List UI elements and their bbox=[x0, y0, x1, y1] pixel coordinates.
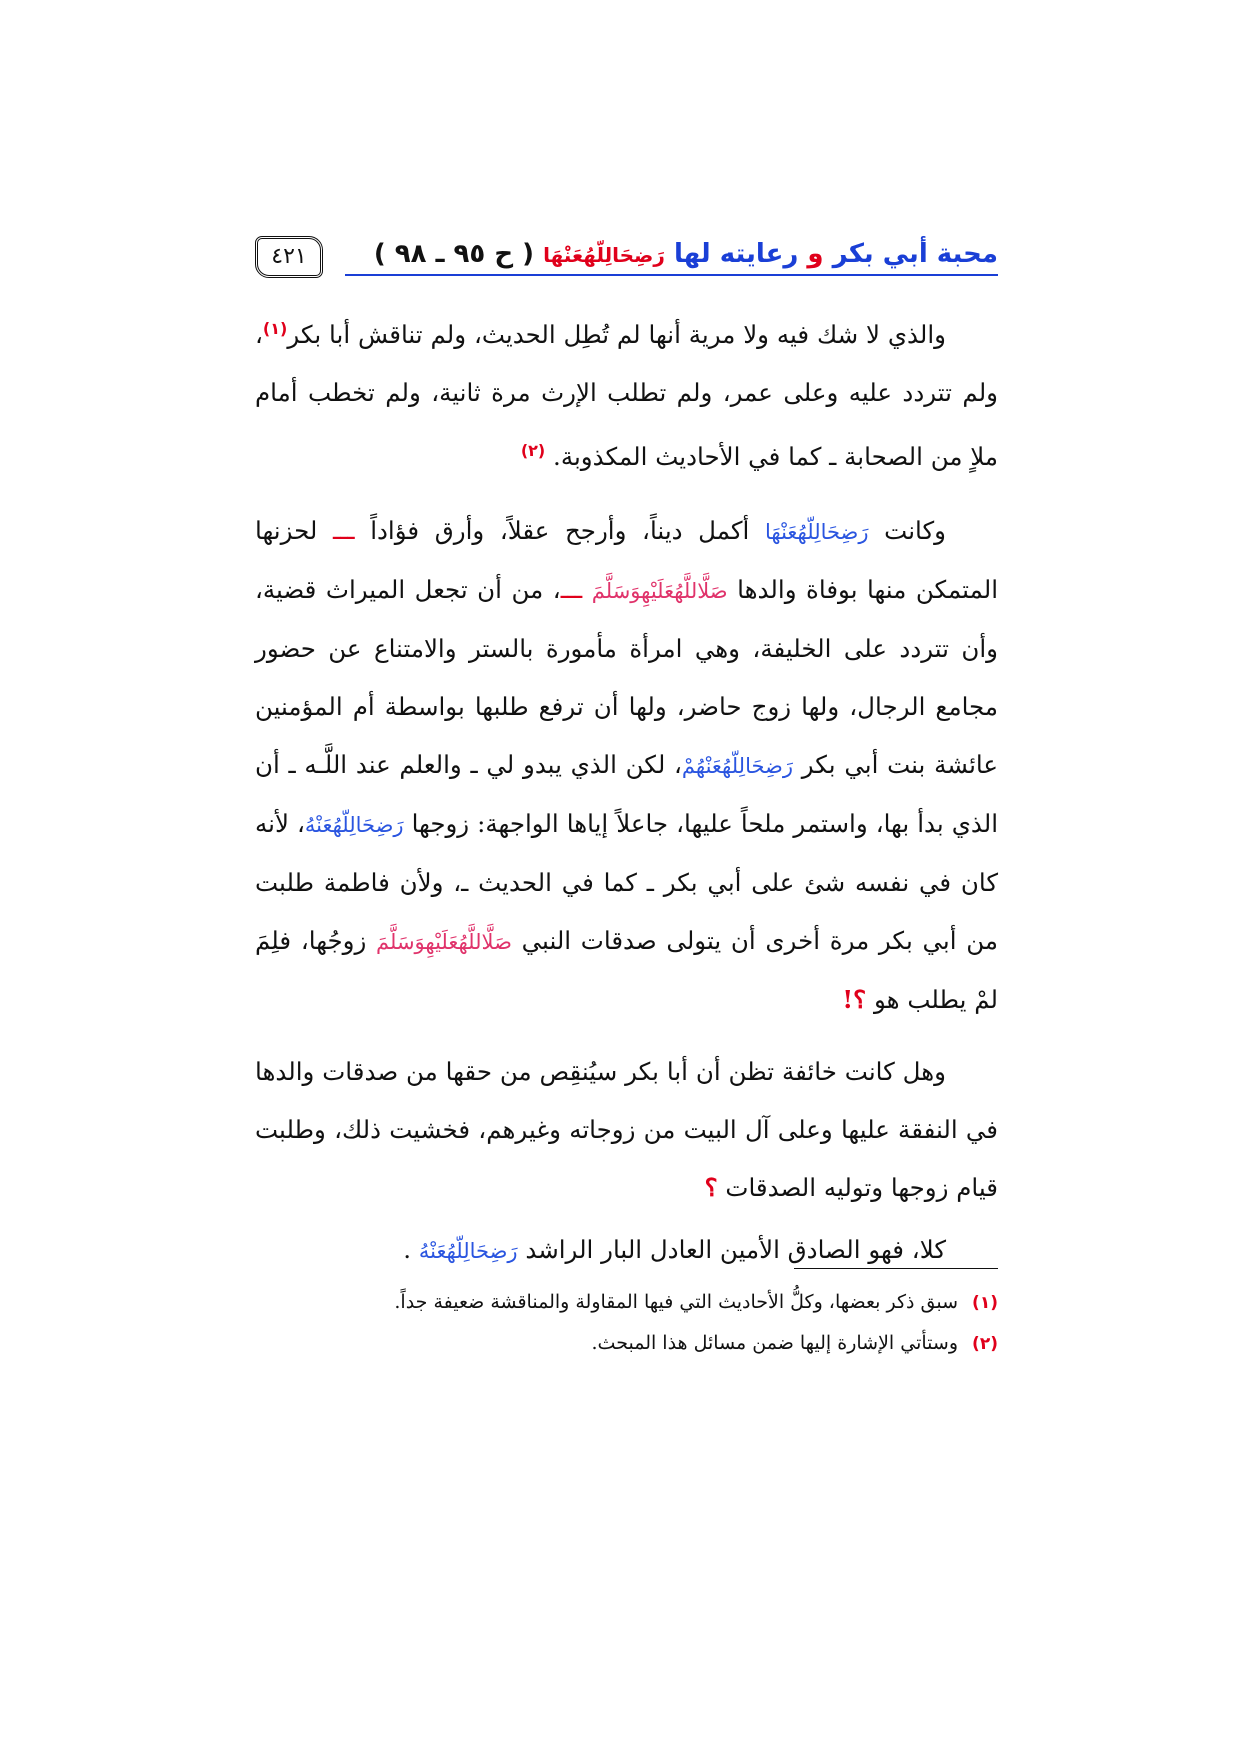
main-text bbox=[255, 300, 998, 1280]
honorific: صَلَّاللَّهُعَلَيْهِوَسَلَّمَ bbox=[376, 930, 512, 955]
paragraph-1 bbox=[255, 300, 998, 486]
text-run: ، ولم تتردد عليه وعلى عمر، ولم تطلب الإرث مرة ثانية، ولم تخطب أمام ملاٍ من الصحابة ـ كما في الأحاديث المكذوبة. bbox=[255, 320, 998, 472]
footnote-number: (٢) bbox=[972, 1334, 998, 1354]
header-title-conjunction: و bbox=[807, 239, 824, 269]
footnote-ref-1[interactable]: (١) bbox=[262, 319, 288, 338]
page-number: ٤٢١ bbox=[255, 236, 323, 278]
text-run: ، لأنه كان في نفسه شئ على أبي بكر ـ كما في الحديث ـ، ولأن فاطمة طلبت من أبي بكر مرة أخرى أن يتولى صدقات النبي bbox=[255, 809, 999, 956]
text-run: ، من أن تجعل الميراث قضية، وأن تتردد على الخليفة، وهي امرأة مأمورة بالستر والامتناع عن حضور مجامع الرجال، ولها زوج حاضر، ولها أن ترفع طلبها بواسطة أم المؤمنين عائشة بنت أبي بكر bbox=[255, 575, 998, 780]
separator-dash: ـــ bbox=[560, 575, 583, 605]
question-mark: ؟! bbox=[842, 985, 867, 1015]
footnote-ref-2[interactable]: (٢) bbox=[520, 441, 546, 461]
honorific: رَضِحَالِلّهُعَنْهُمْ bbox=[681, 754, 794, 779]
paragraph-4 bbox=[255, 1221, 998, 1280]
text-run: ، لكن الذي يبدو لي ـ والعلم عند اللَّـه ـ أن الذي بدأ بها، واستمر ملحاً عليها، جاعلاً إياها الواجهة: زوجها bbox=[255, 750, 998, 839]
footnote-2 bbox=[255, 1323, 998, 1364]
text-run: كلا، فهو الصادق الأمين العادل البار الراشد bbox=[525, 1235, 946, 1265]
footnote-divider bbox=[794, 1268, 998, 1269]
page-header bbox=[255, 236, 998, 280]
footnote-number: (١) bbox=[972, 1293, 998, 1313]
footnote-1 bbox=[255, 1282, 998, 1323]
header-hadith-ref: ( ح ٩٥ ـ ٩٨ ) bbox=[373, 239, 535, 269]
footnote-text: سبق ذكر بعضها، وكلُّ الأحاديث التي فيها المقاولة والمناقشة ضعيفة جداً. bbox=[394, 1291, 958, 1313]
text-run: وكانت bbox=[884, 516, 947, 546]
honorific: رَضِحَالِلّهُعَنْهُ bbox=[418, 1239, 518, 1264]
header-title-part: محبة أبي بكر bbox=[832, 239, 998, 269]
footnote-text: وستأتي الإشارة إليها ضمن مسائل هذا المبحث. bbox=[591, 1332, 958, 1354]
text-run: وهل كانت خائفة تظن أن أبا بكر سيُنقِص من حقها من صدقات والدها في النفقة عليها وعلى آل البيت من زوجاته وغيرهم، فخشيت ذلك، وطلبت قيام زوجها وتوليه الصدقات bbox=[255, 1057, 998, 1203]
text-run: والذي لا شك فيه ولا مرية أنها لم تُطِل الحديث، ولم تناقش أبا بكر bbox=[287, 320, 946, 350]
text-run: زوجُها، فلِمَ لمْ يطلب هو bbox=[255, 926, 998, 1015]
header-underline bbox=[345, 274, 998, 276]
separator-dash: ـــ bbox=[333, 516, 355, 546]
paragraph-2 bbox=[255, 502, 998, 1029]
header-title bbox=[374, 236, 998, 273]
honorific: رَضِحَالِلّهُعَنْهَا bbox=[765, 520, 869, 545]
paragraph-3 bbox=[255, 1043, 998, 1217]
footnotes bbox=[255, 1282, 998, 1364]
question-mark: ؟ bbox=[704, 1173, 718, 1203]
header-honorific: رَضِحَالِلّهُعَنْهَا bbox=[543, 243, 665, 267]
text-run: لحزنها المتمكن منها بوفاة والدها bbox=[255, 516, 999, 605]
text-run: أكمل ديناً، وأرجح عقلاً، وأرق فؤاداً bbox=[370, 516, 750, 546]
header-title-part: رعايته لها bbox=[673, 239, 799, 269]
honorific: رَضِحَالِلّهُعَنْهُ bbox=[304, 813, 404, 838]
honorific: صَلَّاللَّهُعَلَيْهِوَسَلَّمَ bbox=[591, 579, 728, 604]
text-run: . bbox=[403, 1235, 412, 1265]
